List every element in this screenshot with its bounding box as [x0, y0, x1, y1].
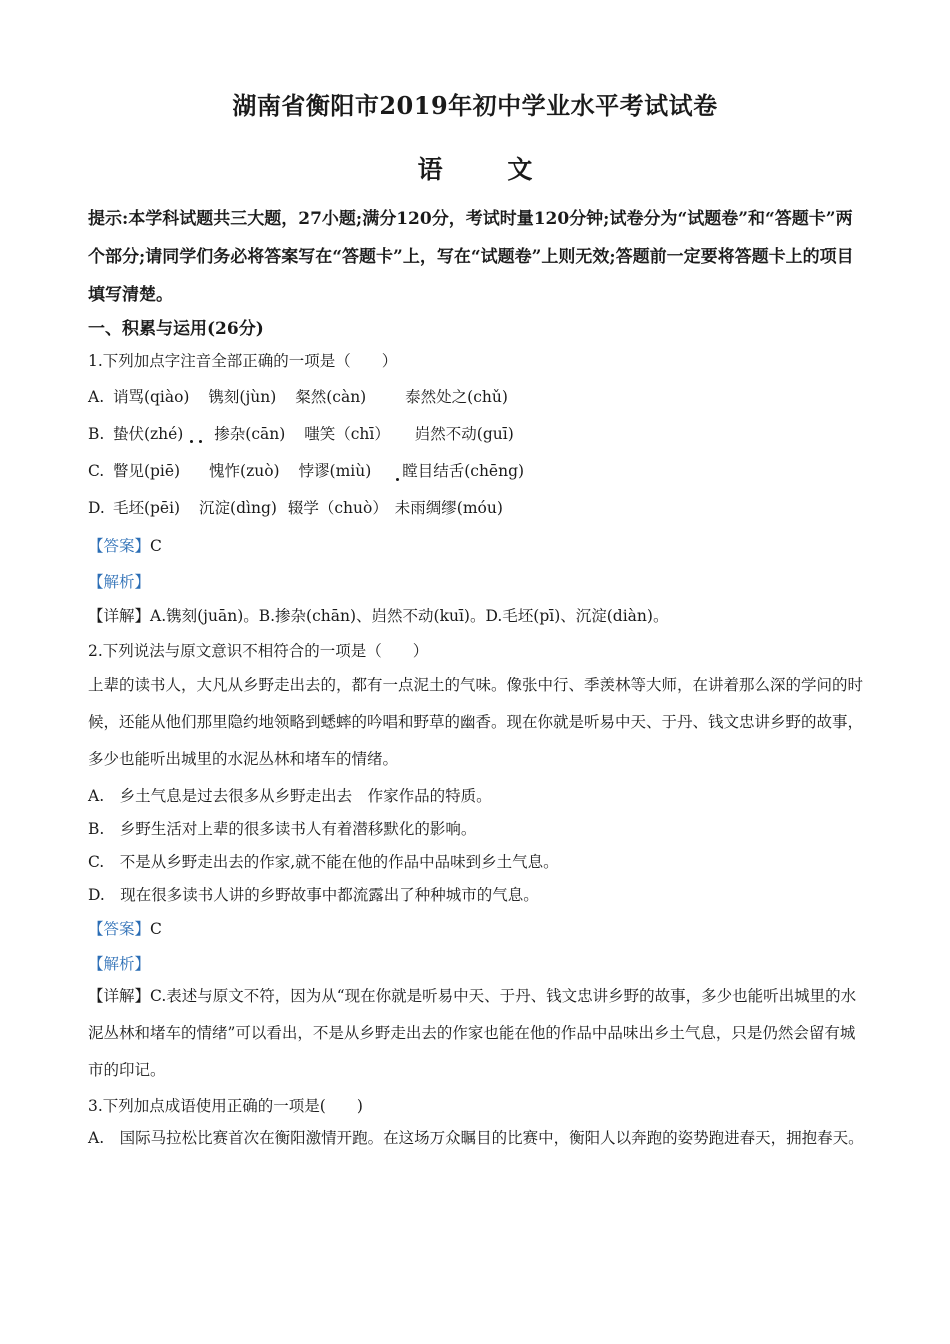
emphasis-dot: [396, 478, 399, 481]
subject-heading: 语 文: [417, 155, 561, 184]
option-item: 嗤笑（chī）: [304, 425, 390, 443]
detail-text: C.表述与原文不符，因为从“现在你就是听易中天、于丹、钱文忠讲乡野的故事，多少也能听出城里的水泥丛林和堵车的情绪”可以看出，不是从乡野走出去的作家也能在他的作品中品味出乡土气息，只是仍然会留有城市的印记。: [88, 987, 857, 1079]
option-item: 诮骂(qiào): [112, 388, 190, 406]
option-item: 粲然(càn): [295, 388, 367, 406]
emphasis-dot: [190, 440, 193, 443]
option-item: 掺杂(cān): [214, 425, 286, 443]
q2-option-a: A. 乡土气息是过去很多从乡野走出去 作家作品的特质。: [88, 787, 492, 805]
detail-label: 【详解】: [88, 607, 151, 625]
section-heading: 一、积累与运用(26分): [88, 319, 264, 339]
q2-detail: [88, 978, 864, 1089]
exam-notice: 提示:本学科试题共三大题，27小题;满分120分，考试时量120分钟;试卷分为“试题卷”和“答题卡”两个部分;请同学们务必将答案写在“答题卡”上，写在“试题卷”上则无效;答题前一定要将答题卡上的项目填写清楚。: [88, 209, 854, 305]
q2-analysis-label: 【解析】: [88, 955, 151, 973]
q1-option-b: B. 蛰伏(zhé) 掺杂(cān) 嗤笑（chī） 岿然不动(guī): [88, 422, 528, 444]
option-item: 辍学（chuò）: [287, 499, 388, 517]
option-item: 瞥见(piē): [112, 462, 181, 480]
q2-option-d: D. 现在很多读书人讲的乡野故事中都流露出了种种城市的气息。: [88, 886, 539, 904]
q1-answer: [88, 534, 162, 556]
option-item: 悖谬(miù): [298, 462, 372, 480]
q1-option-d: D. 毛坯(pēi) 沉淀(dìng) 辍学（chuò） 未雨绸缪(móu): [88, 496, 517, 518]
q3-option-a: A. 国际马拉松比赛首次在衡阳激情开跑。在这场万众瞩目的比赛中，衡阳人以奔跑的姿势跑进春天，拥抱春天。: [88, 1129, 864, 1147]
q2-answer: [88, 917, 162, 939]
option-item: 未雨绸缪(móu): [394, 499, 503, 517]
answer-label: 【答案】: [88, 537, 151, 555]
question-2-passage: 上辈的读书人，大凡从乡野走出去的，都有一点泥土的气味。像张中行、季羡林等大师，在讲着那么深的学问的时候，还能从他们那里隐约地领略到蟋蟀的吟唱和野草的幽香。现在你就是听易中天、于丹、钱文忠讲乡野的故事，多少也能听出城里的水泥丛林和堵车的情绪。: [88, 676, 864, 768]
option-item: 镌刻(jùn): [208, 388, 277, 406]
option-item: 岿然不动(guī): [414, 425, 514, 443]
option-item: 毛坯(pēi): [112, 499, 181, 517]
emphasis-dot: [199, 440, 202, 443]
question-1-stem: 1.下列加点字注音全部正确的一项是（ ）: [88, 352, 398, 370]
option-item: 瞠目结舌(chēng): [402, 462, 525, 480]
detail-label: 【详解】: [88, 987, 151, 1005]
answer-value: C: [150, 537, 162, 555]
q1-option-c: C. 瞥见(piē) 愧怍(zuò) 悖谬(miù) 瞠目结舌(chēng): [88, 459, 538, 481]
option-item: 泰然处之(chǔ): [405, 388, 508, 406]
answer-label: 【答案】: [88, 920, 151, 938]
q2-option-c: C. 不是从乡野走出去的作家,就不能在他的作品中品味到乡土气息。: [88, 853, 559, 871]
option-item: 蛰伏(zhé): [112, 425, 184, 443]
question-2-stem: 2.下列说法与原文意识不相符合的一项是（ ）: [88, 642, 429, 660]
question-3-stem: 3.下列加点成语使用正确的一项是( ): [88, 1097, 363, 1115]
option-item: 愧怍(zuò): [209, 462, 280, 480]
q1-analysis-label: 【解析】: [88, 573, 151, 591]
q1-option-a: A. 诮骂(qiào) 镌刻(jùn) 粲然(càn) 泰然处之(chǔ): [88, 385, 522, 407]
q1-detail: [88, 604, 668, 626]
q2-option-b: B. 乡野生活对上辈的很多读书人有着潜移默化的影响。: [88, 820, 477, 838]
detail-text: A.镌刻(juān)。B.掺杂(chān)、岿然不动(kuī)。D.毛坯(pī)、沉淀(diàn)。: [150, 607, 669, 625]
option-item: 沉淀(dìng): [199, 499, 277, 517]
answer-value: C: [150, 920, 162, 938]
page-title: 湖南省衡阳市2019年初中学业水平考试试卷: [232, 91, 718, 120]
